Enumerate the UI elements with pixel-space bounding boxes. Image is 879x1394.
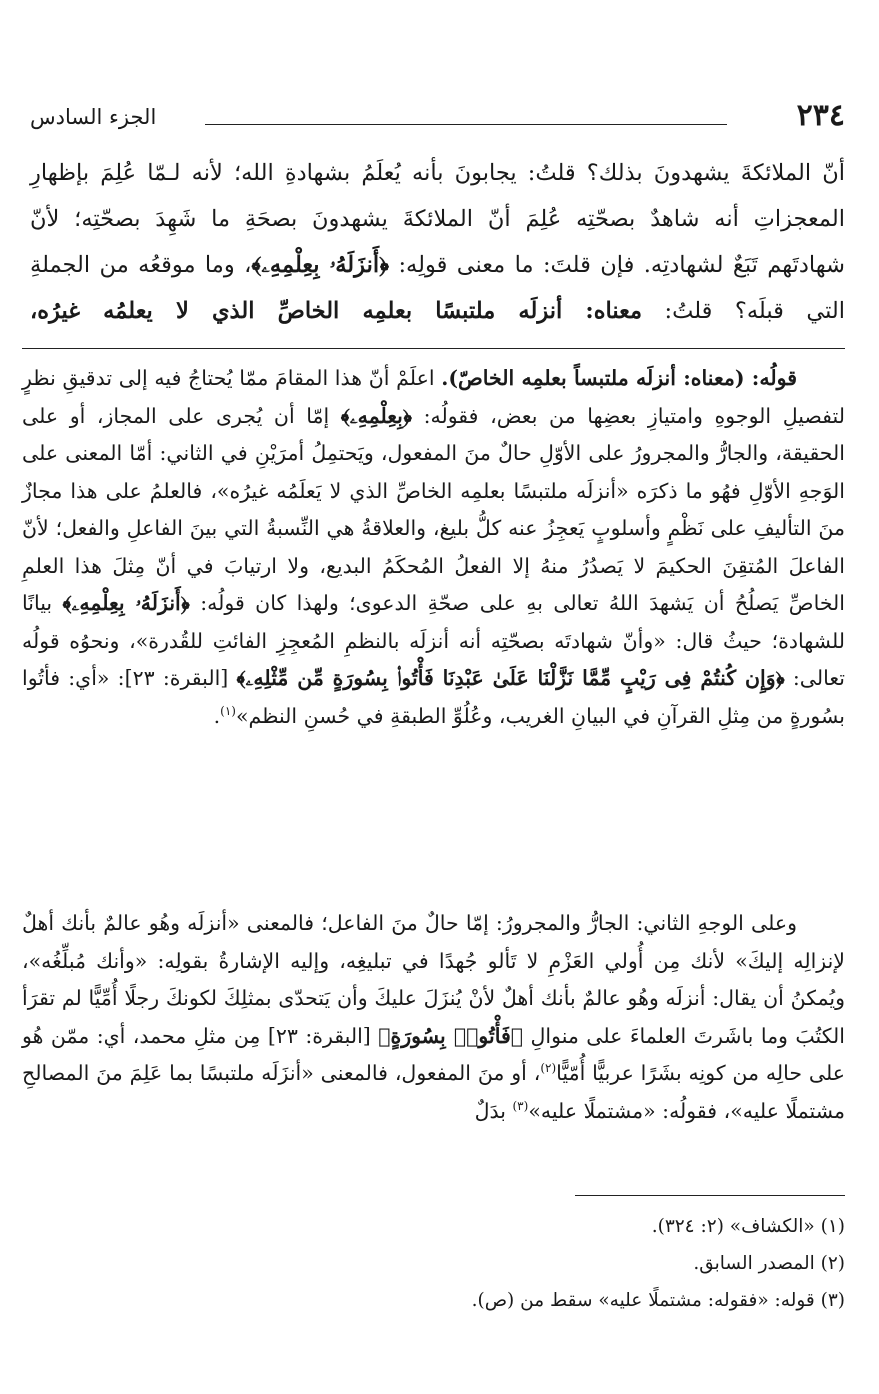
commentary-paragraph-1 [22,360,845,735]
commentary-text: إمّا أن يُجرى على المجاز، أو على الحقيقة، والجارُّ والمجرورُ على الأوّلِ حالٌ منَ المفعول، ويَحتمِلُ أمرَيْنِ في الثاني: أمّا المعنى على الوَجهِ الأوّلِ فهُو ما ذكرَه «أنزلَه ملتبسًا بعلمِه الخاصِّ الذي لا يَعلَمُه غيرُه»، فالعلمُ على هذا مجازٌ منَ التأليفِ على نَظْمٍ وأسلوبٍ يَعجِزُ عنه كلُّ بليغ، والعلاقةُ هي النِّسبةُ التي بينَ الفاعلِ والفعل؛ لأنّ الفاعلَ المُتقِنَ الحكيمَ لا يَصدُرُ منهُ إلا الفعلُ المُحكَمُ البديع، ولا ارتيابَ في أنّ مِثلَ هذا العلمِ الخاصِّ يَصلُحُ أن يَشهدَ اللهُ تعالى بهِ على صحّةِ الدعوى؛ ولهذا كان قولُه: [22,403,845,615]
quran-quote: ﴿أَنزَلَهُۥ بِعِلْمِهِۦ﴾ [251,252,390,278]
section-divider [22,348,845,349]
footnote-ref-1[interactable]: (١) [220,703,236,718]
main-text [30,150,845,334]
volume-title: الجزء السادس [30,105,157,129]
footnote-3: (٣) قوله: «فقوله: مشتملًا عليه» سقط من (ص). [471,1290,845,1311]
footnote-ref-3[interactable]: (٣) [512,1098,529,1113]
commentary-text: اعلَمْ أنّ هذا المقامَ ممّا يُحتاجُ فيه إلى تدقيقِ نظرٍ لتفصيلِ الوجوهِ وامتيازِ بعضِها من بعض، فقولُه: [22,366,845,428]
footnotes [65,1210,845,1321]
footnote-2: (٢) المصدر السابق. [693,1253,845,1274]
footnote-rule [575,1195,845,1196]
main-text-part1: أنّ الملائكةَ يشهدونَ بذلك؟ قلتُ: يجابونَ بأنه يُعلَمُ بشهادةِ الله؛ لأنه لـمّا عُلِمَ بإظهارِ المعجزاتِ أنه شاهدٌ بصحّتِه عُلِمَ أنّ الملائكةَ يشهدونَ بصحَةِ ما شَهِدَ بصحّتِه؛ لأنّ شهادتَهم تَبَعٌ لشهادتِه. فإن قلتَ: ما معنى قولِه: [30,160,845,278]
commentary-text: بدَلٌ [474,1098,513,1123]
commentary-text: [البقرة: ٢٣] مِن مثلِ محمد، أي: ممّن هُو على حالِه من كونِه بشَرًا عربيًّا أُمّيًّا [22,1023,845,1085]
page-number: ٢٣٤ [796,98,845,133]
quran-quote: ﴿أَنزَلَهُۥ بِعِلْمِهِۦ﴾ [62,591,190,615]
commentary-text: . [213,703,221,728]
commentary-text: ، أو منَ المفعول، فالمعنى «أنزَلَه ملتبسًا بما عَلِمَ منَ المصالحِ مشتملًا عليه»، فقولُه: «مشتملًا عليه» [22,1061,845,1123]
commentary-text: وعلى الوجهِ الثاني: الجارُّ والمجرورُ: إمّا حالٌ منَ الفاعل؛ فالمعنى «أنزلَه وهُو عالمٌ بأنك أهلٌ لإنزالِه إليكَ» لأنك مِن أُولي العَزْمِ لا تَألو جُهدًا في تبليغِه، وإليه الإشارةُ بقولِه: «وأنك مُبلِّغُه»، ويُمكنُ أن يقال: أنزلَه وهُو عالمٌ بأنك أهلٌ لأنْ يُنزَلَ عليكَ وأن يَتحدّى بمثلِكَ لكونكَ رجلًا أُمِّيًّا لم تقرَأ الكتُبَ وما باشَرتَ العلماءَ على منوالِ [22,911,845,1048]
main-answer-bold: معناه: أنزلَه ملتبسًا بعلمِه الخاصِّ الذي لا يعلمُه غيرُه، [30,298,643,324]
running-header [30,96,845,148]
quran-quote: ﴿فَأْتُوا۟ بِسُورَةٍ﴾ [378,1023,524,1048]
commentary-text: [البقرة: ٢٣]: «أي: فأتُوا بسُورةٍ من مِثلِ القرآنِ في البيانِ الغريب، وعُلُوِّ الطبقةِ في حُسنِ النظم» [22,666,845,728]
commentary-paragraph-2 [22,905,845,1130]
commentary-text: بيانًا للشهادة؛ حيثُ قال: «وأنّ شهادتَه بصحّتِه أنه أنزلَه بالنظمِ المُعجِزِ الفائتِ للقُدرة»، ونحوُه قولُه تعالى: [22,591,845,690]
footnote-ref-2[interactable]: (٢) [540,1061,557,1076]
main-text-part2: ، وما موقعُه من الجملةِ التي قبلَه؟ قلتُ: [30,252,846,324]
quran-quote: ﴿وَإِن كُنتُمْ فِى رَيْبٍ مِّمَّا نَزَّلْنَا عَلَىٰ عَبْدِنَا فَأْتُوا۟ بِسُورَةٍ مِّن مِّثْلِهِۦ﴾ [236,666,785,690]
header-rule [205,124,727,125]
footnote-1: (١) «الكشاف» (٢: ٣٢٤). [651,1216,845,1237]
commentary-lemma: قولُه: (معناه: أنزلَه ملتبساً بعلمِه الخاصّ). [441,366,797,390]
quran-quote: ﴿بِعِلْمِهِۦ﴾ [340,403,412,428]
